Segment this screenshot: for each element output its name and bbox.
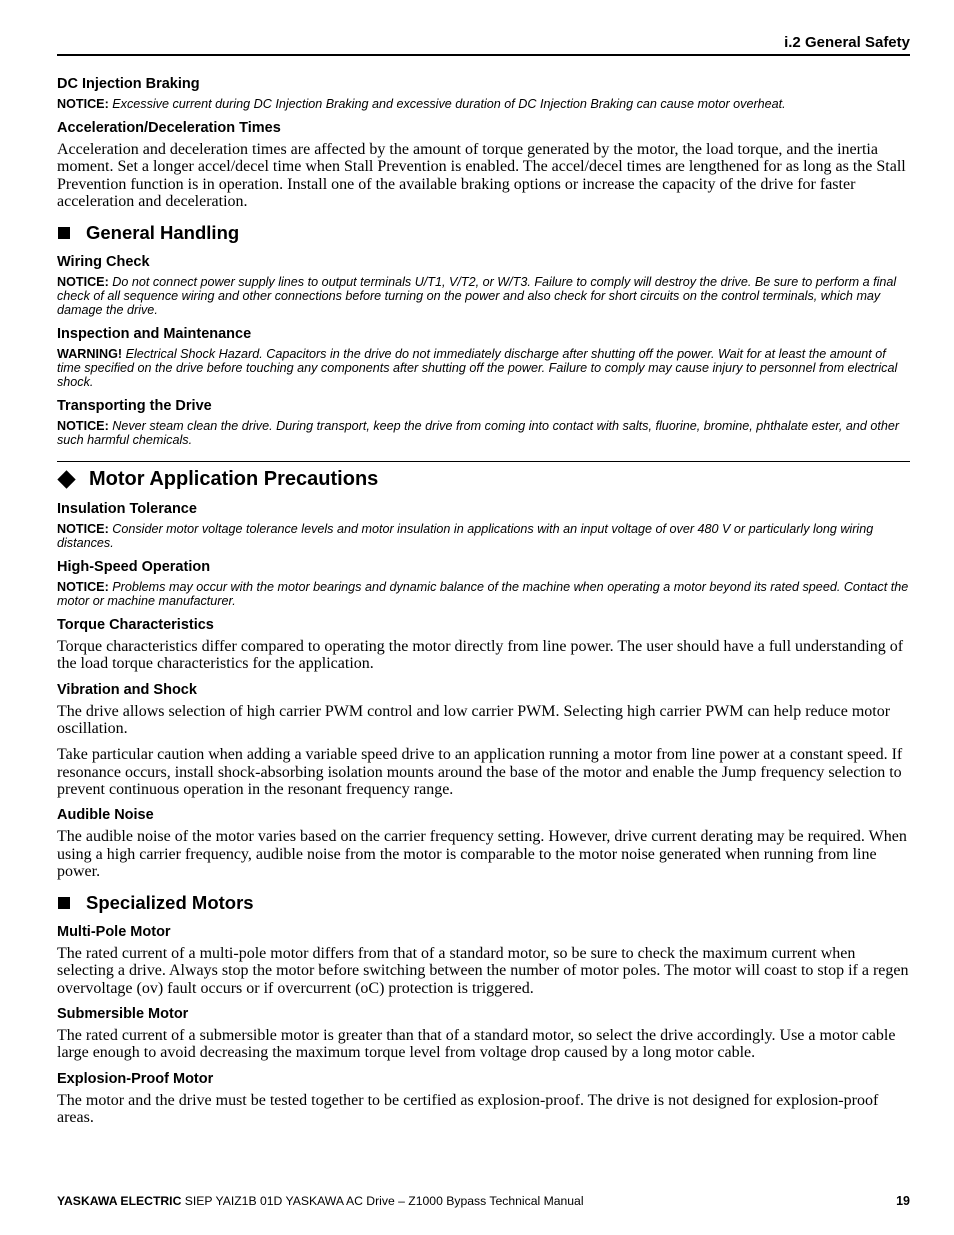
manual-page (57, 0, 910, 1235)
heading-vibration-shock: Vibration and Shock (57, 681, 197, 698)
notice-label: NOTICE: (57, 419, 109, 434)
warning-inspection (57, 347, 910, 389)
paragraph-multi-pole: The rated current of a multi-pole motor differs from that of a standard motor, so be sure to check the maximum current when selecting a drive. Always stop the motor before switching between the number of motor poles. The motor will coast to stop if a regen overvoltage (ov) fault occurs or if overcurrent (oC) protection is triggered. (57, 945, 909, 997)
notice-wiring-check (57, 275, 910, 317)
heading-audible-noise: Audible Noise (57, 807, 154, 824)
heading-submersible-motor: Submersible Motor (57, 1006, 189, 1023)
heading-explosion-proof-motor: Explosion-Proof Motor (57, 1070, 214, 1087)
heading-specialized-motors (57, 892, 910, 914)
header-rule (57, 54, 910, 56)
notice-high-speed (57, 580, 910, 608)
paragraph-submersible: The rated current of a submersible motor is greater than that of a standard motor, so select the drive accordingly. Use a motor cable large enough to avoid decreasing the maximum torque level from voltage drop caused by a long motor cable. (57, 1027, 896, 1062)
notice-insulation (57, 522, 910, 550)
heading-text: Specialized Motors (86, 892, 254, 914)
paragraph-accel-decel: Acceleration and deceleration times are affected by the amount of torque generated by the motor, the load torque, and the inertia moment. Set a longer accel/decel time when Stall Prevention is enabled. The accel/decel times are lengthened for as long as the Stall Prevention function is in operation. Install one of the available braking options or increase the capacity of the drive for faster acceleration and deceleration. (57, 141, 906, 210)
heading-inspection-maintenance: Inspection and Maintenance (57, 326, 252, 343)
paragraph-vibration-1: The drive allows selection of high carrier PWM control and low carrier PWM. Selecting high carrier PWM can help reduce motor oscillation. (57, 702, 891, 738)
notice-text: Consider motor voltage tolerance levels and motor insulation in applications with an input voltage of over 480 V or particularly long wiring distances. (57, 522, 874, 551)
heading-wiring-check: Wiring Check (57, 254, 150, 271)
notice-dc-injection (57, 97, 910, 111)
notice-text: Do not connect power supply lines to output terminals U/T1, V/T2, or W/T3. Failure to comply will destroy the drive. Be sure to perform a final check of all sequence wiring and other connections before turning on the power and also check for short circuits on the control terminals, which may damage the drive. (57, 275, 897, 318)
heading-text: General Handling (86, 222, 240, 244)
heading-text: Motor Application Precautions (89, 468, 379, 491)
paragraph-audible-noise: The audible noise of the motor varies based on the carrier frequency setting. However, drive current derating may be required. When using a high carrier frequency, audible noise from the motor is comparable to the motor noise generated when running from line power. (57, 828, 907, 880)
heading-multi-pole-motor: Multi-Pole Motor (57, 924, 171, 941)
warning-label: WARNING! (57, 347, 123, 362)
notice-text: Never steam clean the drive. During transport, keep the drive from coming into contact with salts, fluorine, bromine, phthalate ester, and other such harmful chemicals. (57, 419, 900, 448)
heading-dc-injection-braking: DC Injection Braking (57, 76, 200, 92)
page-content (57, 76, 910, 1135)
heading-motor-application-precautions (57, 467, 910, 491)
notice-label: NOTICE: (57, 275, 109, 290)
heading-transporting-drive: Transporting the Drive (57, 398, 212, 415)
notice-label: NOTICE: (57, 580, 109, 595)
paragraph-torque: Torque characteristics differ compared to operating the motor directly from line power. The user should have a full understanding of the load torque characteristics for the application. (57, 638, 904, 673)
paragraph-vibration-2: Take particular caution when adding a variable speed drive to an application running a motor from line power at a constant speed. If resonance occurs, install shock-absorbing isolation mounts around the base of the motor and enable the Jump frequency selection to prevent continuous operation in the resonant frequency range. (57, 746, 903, 798)
square-bullet-icon (58, 897, 70, 909)
heading-torque-characteristics: Torque Characteristics (57, 617, 214, 634)
warning-text: Electrical Shock Hazard. Capacitors in the drive do not immediately discharge after shutting off the power. Wait for at least the amount of time specified on the drive before touching any components after shutting off the power. Failure to comply may cause injury to personnel from electrical shock. (57, 347, 898, 390)
paragraph-explosion-proof: The motor and the drive must be tested together to be certified as explosion-proof. The drive is not designed for explosion-proof areas. (57, 1091, 879, 1126)
footer-brand: YASKAWA ELECTRIC (57, 1194, 182, 1208)
section-rule (57, 461, 910, 462)
footer-doc-title: SIEP YAIZ1B 01D YASKAWA AC Drive – Z1000 Bypass Technical Manual (184, 1194, 584, 1208)
heading-high-speed-operation: High-Speed Operation (57, 559, 211, 576)
notice-text: Excessive current during DC Injection Braking and excessive duration of DC Injection Braking can cause motor overheat. (112, 97, 786, 111)
page-number: 19 (896, 1194, 910, 1208)
section-header-title: i.2 General Safety (784, 34, 910, 51)
heading-accel-decel-times: Acceleration/Deceleration Times (57, 120, 281, 136)
footer-doc-info (57, 1194, 584, 1208)
diamond-bullet-icon (57, 470, 75, 488)
notice-transporting (57, 419, 910, 447)
square-bullet-icon (58, 227, 70, 239)
heading-general-handling (57, 222, 910, 244)
heading-insulation-tolerance: Insulation Tolerance (57, 501, 197, 518)
notice-text: Problems may occur with the motor bearings and dynamic balance of the machine when operating a motor beyond its rated speed. Contact the motor or machine manufacturer. (57, 580, 909, 609)
notice-label: NOTICE: (57, 97, 109, 111)
notice-label: NOTICE: (57, 522, 109, 537)
